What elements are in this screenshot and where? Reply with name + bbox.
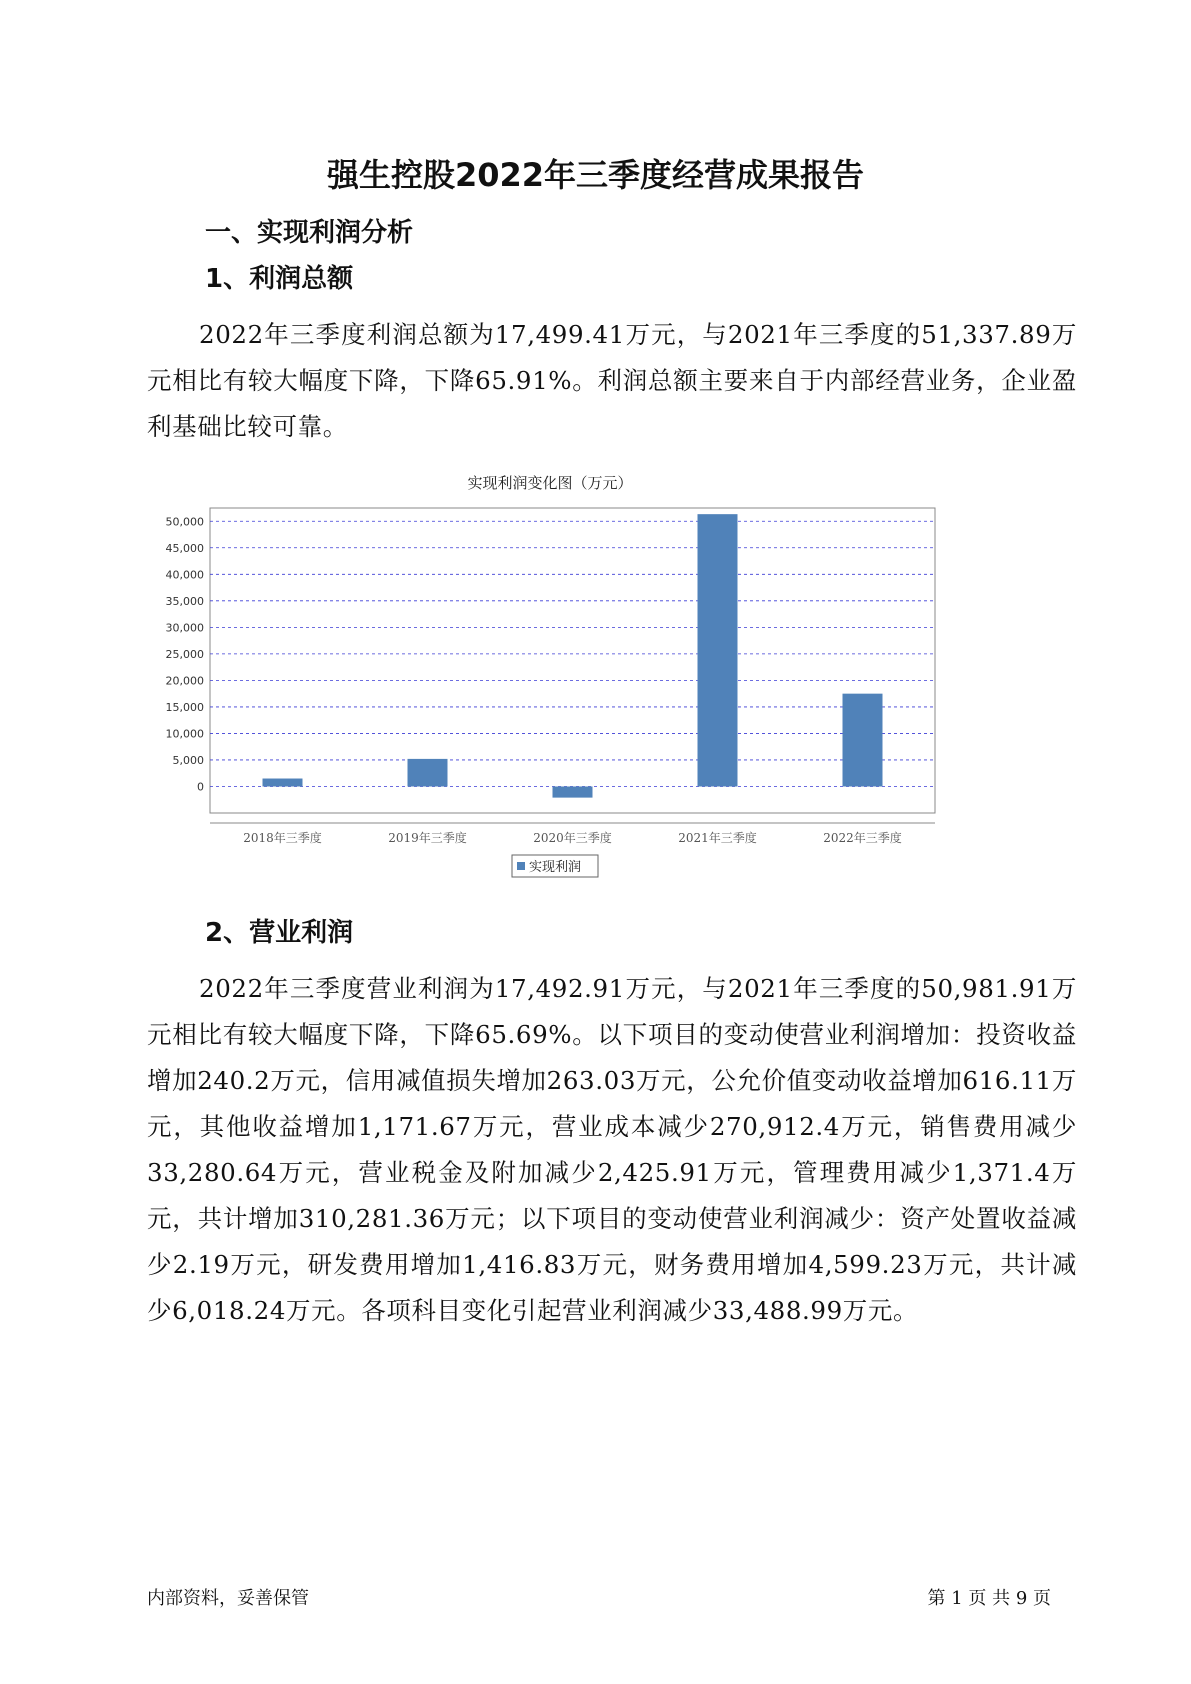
y-tick-label: 35,000 <box>165 594 204 608</box>
x-tick-label: 2019年三季度 <box>388 831 467 845</box>
bar <box>843 694 883 787</box>
page-title: 强生控股2022年三季度经营成果报告 <box>326 156 865 194</box>
chart-title: 实现利润变化图（万元） <box>467 474 633 492</box>
bar <box>698 514 738 786</box>
paragraph-operating-profit: 2022年三季度营业利润为17,492.91万元，与2021年三季度的50,981.91万元相比有较大幅度下降，下降65.69%。以下项目的变动使营业利润增加：投资收益增加240.2万元，信用减值损失增加263.03万元，公允价值变动收益增加616.11万元，其他收益增加1,171.67万元，营业成本减少270,912.4万元，销售费用减少33,280.64万元，营业税金及附加减少2,425.91万元，管理费用减少1,371.4万元，共计增加310,281.36万元；以下项目的变动使营业利润减少：资产处置收益减少2.19万元，研发费用增加1,416.83万元，财务费用增加4,599.23万元，共计减少6,018.24万元。各项科目变化引起营业利润减少33,488.99万元。 <box>147 974 1077 1325</box>
profit-chart <box>150 474 1030 960</box>
x-tick-label: 2020年三季度 <box>533 831 612 845</box>
y-tick-label: 15,000 <box>165 700 204 714</box>
y-tick-label: 20,000 <box>165 674 204 688</box>
bar <box>263 779 303 787</box>
section-heading: 一、实现利润分析 <box>205 218 414 248</box>
plot-frame <box>210 508 935 813</box>
x-tick-label: 2022年三季度 <box>823 831 902 845</box>
subsection-heading-profit-total: 1、利润总额 <box>205 264 354 294</box>
y-tick-label: 30,000 <box>165 621 204 635</box>
y-tick-label: 50,000 <box>165 515 204 529</box>
y-tick-label: 40,000 <box>165 568 204 582</box>
profit-bar-chart <box>150 474 1030 960</box>
paragraph-profit-total: 2022年三季度利润总额为17,499.41万元，与2021年三季度的51,337.89万元相比有较大幅度下降，下降65.91%。利润总额主要来自于内部经营业务，企业盈利基础比较可靠。 <box>147 320 1077 441</box>
bar <box>553 786 593 797</box>
legend-swatch <box>517 862 525 870</box>
bar <box>408 759 448 787</box>
y-tick-label: 45,000 <box>165 541 204 555</box>
x-tick-label: 2018年三季度 <box>243 831 322 845</box>
y-tick-label: 5,000 <box>172 753 204 767</box>
x-tick-label: 2021年三季度 <box>678 831 757 845</box>
y-tick-label: 10,000 <box>165 727 204 741</box>
y-tick-label: 0 <box>197 780 204 794</box>
legend-label: 实现利润 <box>529 860 582 875</box>
footer-page-number: 第 1 页 共 9 页 <box>927 1588 1051 1609</box>
subsection-heading-operating-profit: 2、营业利润 <box>205 918 354 948</box>
y-tick-label: 25,000 <box>165 647 204 661</box>
footer-confidential-note: 内部资料，妥善保管 <box>147 1588 309 1609</box>
